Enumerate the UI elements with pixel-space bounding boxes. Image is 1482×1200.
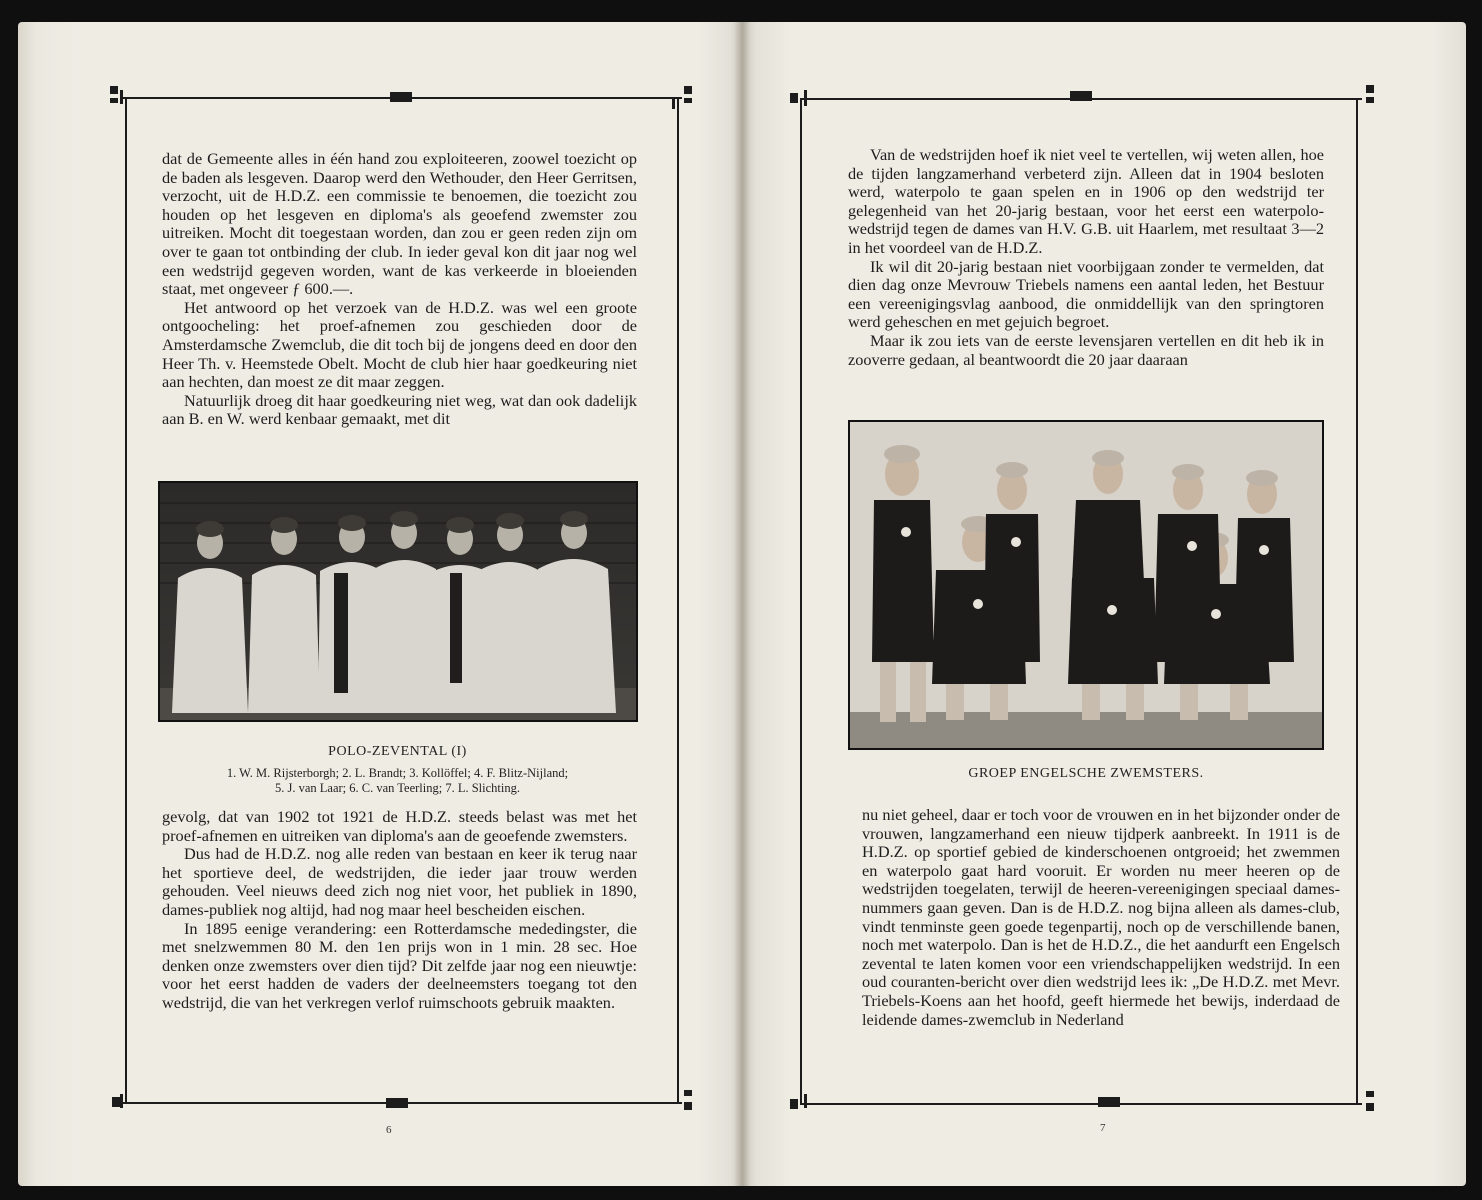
paragraph: In 1895 eenige verandering: een Rotterdamsche mededingster, die met snelzwemmen 80 M. den 1en prijs won in 1 min. 28 sec. Hoe denken onze zwemsters over dien tijd? Dit zelfde jaar nog een nieuwtje: voor het eerst hadden de vaders der deelneemsters toegang tot den wedstrijd, die van het verkregen verlof ruimschoots gebruik maakten. [162, 918, 637, 1012]
caption-title: POLO-ZEVENTAL (I) [328, 744, 467, 759]
paragraph: dat de Gemeente alles in één hand zou exploiteeren, zoowel toezicht op de baden als lesgeven. Daarop werd den Wethouder, den Heer Gerritsen, verzocht, uit de H.D.Z. een commissie te benoemen, die toezicht zou houden op het lesgeven en diploma's als geoefend zwemster zou uitreiken. Mocht dit toegestaan worden, dan zou er geen reden zijn om over te gaan tot ontbinding der club. In ieder geval kon dit jaar nog wel een wedstrijd gegeven worden, want de kas verkeerde in bloeienden staat, met ongeveer ƒ 600.—. [162, 149, 637, 299]
polo-team-photo [158, 481, 638, 722]
paragraph: Van de wedstrijden hoef ik niet veel te vertellen, wij weten allen, hoe de tijden langzamerhand verbeterd zijn. Alleen dat in 1904 besloten werd, waterpolo te gaan spelen en in 1906 op den wedstrijd ter gelegenheid van het 20-jarig bestaan, voor het eerst een waterpolo-wedstrijd tegen de dames van H.V. G.B. uit Haarlem, met resultaat 3—2 in het voordeel van de H.D.Z. [848, 145, 1324, 257]
left-text-bottom [162, 808, 637, 1013]
right-text-top [848, 146, 1324, 369]
caption-names-line1: 1. W. M. Rijsterborgh; 2. L. Brandt; 3. Kollöffel; 4. F. Blitz-Nijland; [226, 766, 569, 780]
paragraph: nu niet geheel, daar er toch voor de vrouwen en in het bijzonder onder de vrouwen, langzamerhand een nieuw tijdperk aanbreekt. In 1911 is de H.D.Z. op sportief gebied de kinderschoenen ontgroeid; het zwemmen en waterpolo gaat hard vooruit. Er worden nu meer heeren op de wedstrijden toegelaten, terwijl de heeren-vereenigingen speciaal dames-nummers gaan geven. Dan is de H.D.Z. nog bijna alleen als dames-club, vindt tenminste geen goede tegenpartij, noch op de verschillende banen, noch met waterpolo. Dan is het de H.D.Z., die het aandurft een Engelsch zevental te laten komen voor een vriendschappelijken wedstrijd. In een oud couranten-bericht over dien wedstrijd lees ik: „De H.D.Z. met Mevr. Triebels-Koens aan het hoofd, geeft hiermede het bewijs, inderdaad de leidende dames-zwemclub in Nederland [862, 805, 1340, 1029]
paragraph: Dus had de H.D.Z. nog alle reden van bestaan en keer ik terug naar het sportieve deel, de wedstrijden, die ieder jaar trouw werden gehouden. Veel nieuws deed zich nog niet voor, het publiek in 1890, dames-publiek nog altijd, had nog maar heel bescheiden eischen. [162, 844, 637, 919]
caption-names-line2: 5. J. van Laar; 6. C. van Teerling; 7. L. Slichting. [274, 781, 521, 795]
paragraph: Ik wil dit 20-jarig bestaan niet voorbijgaan zonder te vermelden, dat dien dag onze Mevrouw Triebels namens een aantal leden, het Bestuur een vereenigingsvlag aanbood, die onmiddellijk van den springtoren werd geheschen en met gejuich begroet. [848, 256, 1324, 332]
left-text-top [162, 150, 637, 429]
polo-team-photo-image [160, 483, 636, 720]
polo-team-caption [140, 744, 655, 796]
caption-title: GROEP ENGELSCHE ZWEMSTERS. [968, 766, 1204, 781]
english-swimmers-photo [848, 420, 1324, 750]
left-page-number: 6 [386, 1124, 392, 1136]
book-gutter [734, 22, 750, 1186]
paragraph: Het antwoord op het verzoek van de H.D.Z. was wel een groote ontgoocheling: het proef-afnemen zou geschieden door de Amsterdamsche Zwemclub, die dit toch bij de jongens deed en door den Heer Th. v. Heemstede Obelt. Mocht de club hier haar goedkeuring niet aan hechten, dan moest ze dit maar zeggen. [162, 297, 637, 392]
paragraph: gevolg, dat van 1902 tot 1921 de H.D.Z. steeds belast was met het proef-afnemen en uitreiken van diploma's aan de geoefende zwemsters. [162, 807, 637, 845]
paragraph: Natuurlijk droeg dit haar goedkeuring niet weg, wat dan ook dadelijk aan B. en W. werd kenbaar gemaakt, met dit [162, 390, 637, 429]
right-page-number: 7 [1100, 1122, 1106, 1134]
paragraph: Maar ik zou iets van de eerste levensjaren vertellen en dit heb ik in zooverre gedaan, al beantwoordt die 20 jaar daaraan [848, 330, 1324, 369]
english-swimmers-caption [848, 766, 1324, 782]
english-swimmers-photo-image [850, 422, 1322, 748]
right-text-bottom [862, 806, 1340, 1029]
